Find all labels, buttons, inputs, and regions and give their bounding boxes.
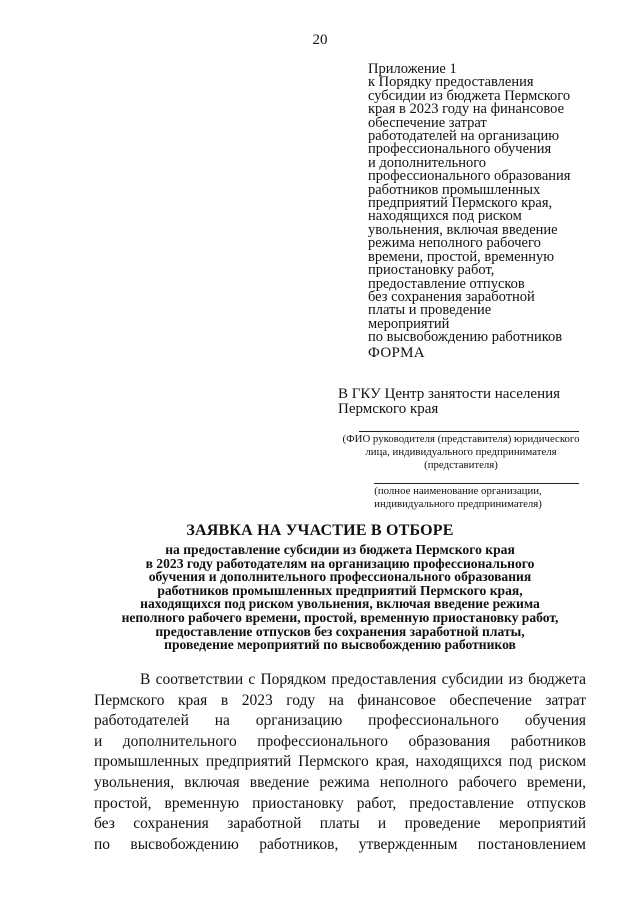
subtitle-line: работников промышленных предприятий Пермского края, — [157, 582, 523, 598]
page-number: 20 — [312, 32, 328, 48]
appendix-line: и дополнительного — [368, 154, 487, 171]
caption-line: (полное наименование организации, — [374, 485, 542, 497]
recipient-block — [338, 387, 598, 417]
appendix-line: предприятий Пермского края, — [368, 195, 553, 212]
appendix-line: профессионального обучения — [368, 141, 552, 158]
appendix-line: режима неполного рабочего — [368, 235, 541, 252]
appendix-line: субсидии из бюджета Пермского — [368, 87, 571, 104]
caption-line: лица, индивидуального предпринимателя — [365, 446, 557, 458]
body-line: простой, временную приостановку работ, предоставление отпусков — [94, 794, 586, 812]
subtitle-line: обучения и дополнительного профессионального образования — [148, 569, 532, 585]
body-line: увольнения, включая введение режима неполного рабочего времени, — [94, 773, 586, 791]
recipient-line: В ГКУ Центр занятости населения — [338, 386, 561, 402]
appendix-header — [368, 63, 608, 345]
appendix-line: предоставление отпусков — [368, 275, 525, 292]
body-line: работодателей на организацию профессионального обучения — [94, 712, 586, 730]
body-line: и дополнительного профессионального образования работников — [94, 732, 586, 750]
appendix-line: мероприятий — [368, 315, 450, 332]
body-line: промышленных предприятий Пермского края, находящихся под риском — [94, 753, 586, 771]
recipient-line: Пермского края — [338, 401, 439, 417]
appendix-line: обеспечение затрат — [368, 114, 487, 131]
appendix-line: к Порядку предоставления — [368, 74, 534, 91]
document-title: ЗАЯВКА НА УЧАСТИЕ В ОТБОРЕ — [186, 522, 454, 539]
head-name-line[interactable] — [359, 431, 579, 432]
subtitle-line: находящихся под риском увольнения, включая введение режима — [140, 596, 540, 612]
body-paragraph — [94, 670, 586, 855]
body-line: без сохранения заработной платы и проведение мероприятий — [94, 815, 586, 833]
appendix-line: Приложение 1 — [368, 61, 457, 77]
document-subtitle — [80, 543, 600, 652]
head-name-caption — [330, 433, 592, 472]
appendix-line: края в 2023 году на финансовое — [368, 101, 565, 118]
appendix-line: профессионального образования — [368, 168, 571, 185]
appendix-line: без сохранения заработной — [368, 288, 535, 305]
org-name-caption — [360, 485, 556, 511]
org-name-line[interactable] — [374, 483, 579, 484]
appendix-line: приостановку работ, — [368, 262, 495, 279]
caption-line: индивидуального предпринимателя) — [374, 498, 542, 510]
caption-line: (представителя) — [424, 459, 498, 471]
subtitle-line: проведение мероприятий по высвобождению работников — [164, 637, 516, 653]
appendix-line: времени, простой, временную — [368, 248, 555, 265]
appendix-line: увольнения, включая введение — [368, 221, 558, 238]
subtitle-line: на предоставление субсидии из бюджета Пермского края — [165, 542, 515, 557]
subtitle-line: предоставление отпусков без сохранения заработной платы, — [155, 623, 525, 639]
subtitle-line: неполного рабочего времени, простой, временную приостановку работ, — [121, 609, 559, 625]
appendix-line: по высвобождению работников — [368, 329, 563, 346]
body-line: В соответствии с Порядком предоставления субсидии из бюджета — [140, 671, 586, 688]
subtitle-line: в 2023 году работодателям на организацию профессионального — [145, 555, 535, 571]
appendix-line: находящихся под риском — [368, 208, 522, 225]
appendix-line: платы и проведение — [368, 302, 492, 319]
caption-line: (ФИО руководителя (представителя) юридического — [342, 433, 580, 445]
body-line: Пермского края в 2023 году на финансовое обеспечение затрат — [94, 691, 586, 709]
appendix-line: работодателей на организацию — [368, 128, 560, 145]
body-line: по высвобождению работников, утвержденным постановлением — [94, 835, 586, 853]
form-label: ФОРМА — [368, 345, 425, 361]
appendix-line: работников промышленных — [368, 181, 541, 198]
